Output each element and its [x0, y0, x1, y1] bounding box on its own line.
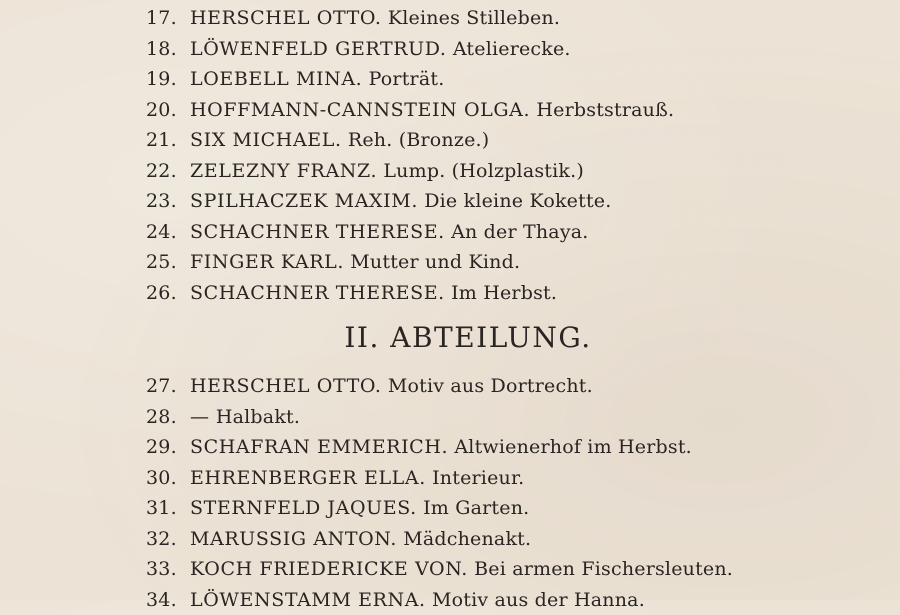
- entry-artist: STERNFELD JAQUES.: [190, 497, 417, 519]
- entry-artist: SPILHACZEK MAXIM.: [190, 190, 418, 212]
- entry-artist: SCHAFRAN EMMERICH.: [190, 436, 448, 458]
- entry-number: 21.: [146, 125, 190, 156]
- entry-number: 17.: [146, 3, 190, 34]
- entry-number: 22.: [146, 156, 190, 187]
- catalog-entry: [146, 402, 733, 433]
- entry-number: 20.: [146, 95, 190, 126]
- entry-number: 29.: [146, 432, 190, 463]
- catalog-entry: [146, 34, 674, 65]
- catalog-entry: [146, 493, 733, 524]
- entry-number: 28.: [146, 402, 190, 433]
- entry-title: Kleines Stilleben.: [388, 7, 560, 29]
- entry-artist: SCHACHNER THERESE.: [190, 221, 445, 243]
- entry-title: Herbststrauß.: [536, 99, 674, 121]
- catalog-entry: [146, 64, 674, 95]
- entry-number: 23.: [146, 186, 190, 217]
- section-heading: II. ABTEILUNG.: [0, 318, 900, 358]
- catalog-entry: [146, 3, 674, 34]
- entry-number: 19.: [146, 64, 190, 95]
- entry-number: 18.: [146, 34, 190, 65]
- entry-title: Im Herbst.: [451, 282, 557, 304]
- entry-number: 27.: [146, 371, 190, 402]
- entry-title: An der Thaya.: [451, 221, 588, 243]
- entry-artist: KOCH FRIEDERICKE VON.: [190, 558, 468, 580]
- entry-title: Motiv aus der Hanna.: [432, 589, 645, 611]
- entry-artist: LÖWENSTAMM ERNA.: [190, 589, 426, 611]
- entry-artist: —: [190, 406, 210, 428]
- entry-artist: LÖWENFELD GERTRUD.: [190, 38, 447, 60]
- catalog-entry: [146, 432, 733, 463]
- entry-number: 34.: [146, 585, 190, 615]
- catalog-entry: [146, 554, 733, 585]
- entry-number: 30.: [146, 463, 190, 494]
- entry-number: 25.: [146, 247, 190, 278]
- catalog-entry: [146, 217, 674, 248]
- entry-title: Die kleine Kokette.: [424, 190, 611, 212]
- catalog-entry: [146, 524, 733, 555]
- entry-artist: ZELEZNY FRANZ.: [190, 160, 377, 182]
- entry-title: Motiv aus Dortrecht.: [388, 375, 593, 397]
- entry-title: Reh. (Bronze.): [348, 129, 490, 151]
- catalog-entry: [146, 371, 733, 402]
- entry-number: 26.: [146, 278, 190, 309]
- entry-number: 32.: [146, 524, 190, 555]
- entry-artist: SCHACHNER THERESE.: [190, 282, 445, 304]
- entry-title: Halbakt.: [216, 406, 300, 428]
- entry-artist: HERSCHEL OTTO.: [190, 7, 382, 29]
- catalog-list-section-1: [146, 3, 674, 308]
- catalog-list-section-2: [146, 371, 733, 615]
- catalog-entry: [146, 186, 674, 217]
- entry-artist: LOEBELL MINA.: [190, 68, 362, 90]
- entry-number: 33.: [146, 554, 190, 585]
- entry-title: Bei armen Fischersleuten.: [474, 558, 733, 580]
- entry-title: Interieur.: [432, 467, 524, 489]
- entry-title: Altwienerhof im Herbst.: [454, 436, 692, 458]
- entry-artist: HOFFMANN-CANNSTEIN OLGA.: [190, 99, 530, 121]
- entry-title: Im Garten.: [423, 497, 529, 519]
- catalog-entry: [146, 125, 674, 156]
- entry-artist: SIX MICHAEL.: [190, 129, 342, 151]
- entry-artist: FINGER KARL.: [190, 251, 344, 273]
- entry-title: Atelierecke.: [453, 38, 571, 60]
- entry-artist: MARUSSIG ANTON.: [190, 528, 397, 550]
- catalog-entry: [146, 95, 674, 126]
- entry-number: 31.: [146, 493, 190, 524]
- entry-title: Mutter und Kind.: [350, 251, 520, 273]
- entry-title: Mädchenakt.: [403, 528, 531, 550]
- entry-title: Porträt.: [369, 68, 445, 90]
- catalog-entry: [146, 247, 674, 278]
- catalog-entry: [146, 156, 674, 187]
- entry-number: 24.: [146, 217, 190, 248]
- catalog-entry: [146, 463, 733, 494]
- catalog-entry: [146, 278, 674, 309]
- entry-artist: EHRENBERGER ELLA.: [190, 467, 426, 489]
- entry-title: Lump. (Holzplastik.): [383, 160, 584, 182]
- entry-artist: HERSCHEL OTTO.: [190, 375, 382, 397]
